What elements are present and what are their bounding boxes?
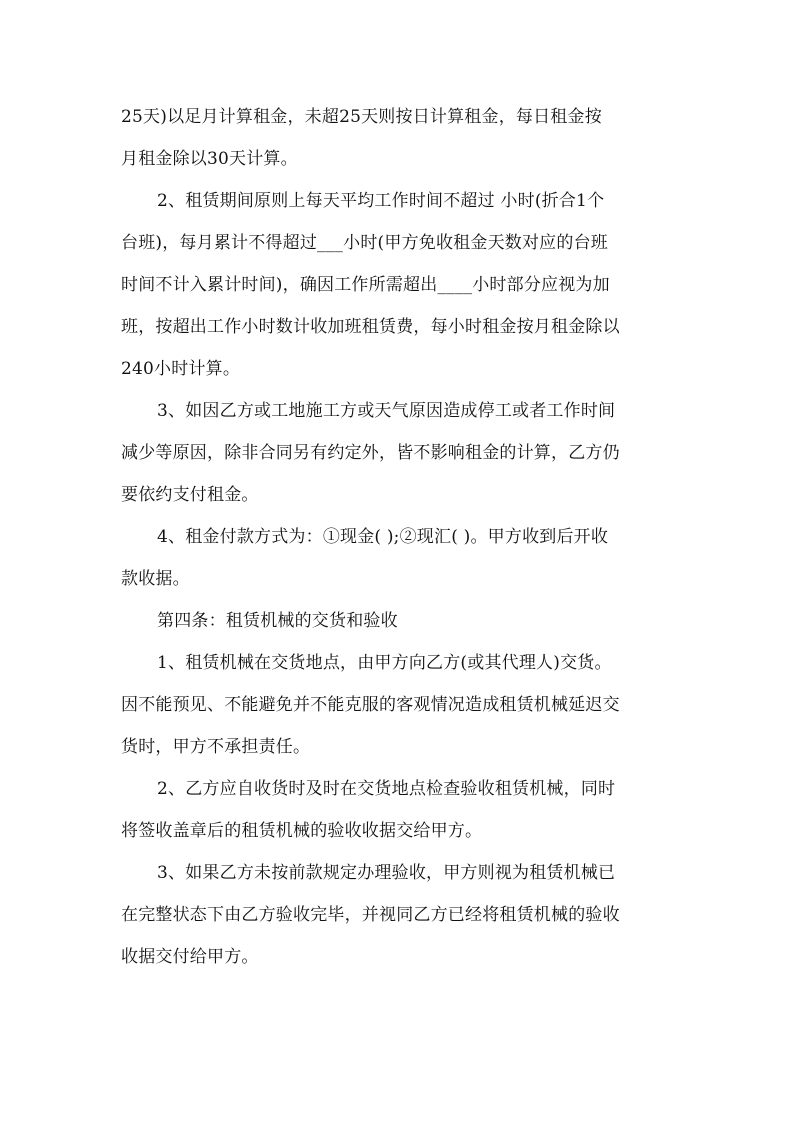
paragraph-start-line: 4、租金付款方式为：①现金( );②现汇( )。甲方收到后开收 [157,527,609,547]
text-line: 班，按超出工作小时数计收加班租赁费，每小时租金按月租金除以 [121,317,620,337]
text-line: 台班)，每月累计不得超过___小时(甲方免收租金天数对应的台班 [121,233,608,253]
text-line: 在完整状态下由乙方验收完毕，并视同乙方已经将租赁机械的验收 [121,905,620,925]
section-heading: 第四条：租赁机械的交货和验收 [157,611,398,631]
text-line: 时间不计入累计时间)，确因工作所需超出____小时部分应视为加 [121,275,610,295]
text-line: 月租金除以30天计算。 [121,149,298,169]
paragraph-start-line: 3、如果乙方未按前款规定办理验收，甲方则视为租赁机械已 [157,863,616,883]
text-line: 240小时计算。 [121,359,241,379]
paragraph-start-line: 2、租赁期间原则上每天平均工作时间不超过 小时(折合1个 [157,191,605,211]
text-line: 要依约支付租金。 [121,485,259,505]
text-line: 减少等原因，除非合同另有约定外，皆不影响租金的计算，乙方仍 [121,443,620,463]
document-page [121,96,671,978]
paragraph-start-line: 2、乙方应自收货时及时在交货地点检查验收租赁机械，同时 [157,779,616,799]
paragraph-start-line: 1、租赁机械在交货地点，由甲方向乙方(或其代理人)交货。 [157,653,612,673]
text-line: 将签收盖章后的租赁机械的验收收据交给甲方。 [121,821,483,841]
text-line: 款收据。 [121,569,190,589]
paragraph-start-line: 3、如因乙方或工地施工方或天气原因造成停工或者工作时间 [157,401,616,421]
text-line: 货时，甲方不承担责任。 [121,737,311,757]
text-line: 25天)以足月计算租金，未超25天则按日计算租金，每日租金按 [121,107,602,127]
text-line: 因不能预见、不能避免并不能克服的客观情况造成租赁机械延迟交 [121,695,620,715]
text-line: 收据交付给甲方。 [121,947,259,967]
